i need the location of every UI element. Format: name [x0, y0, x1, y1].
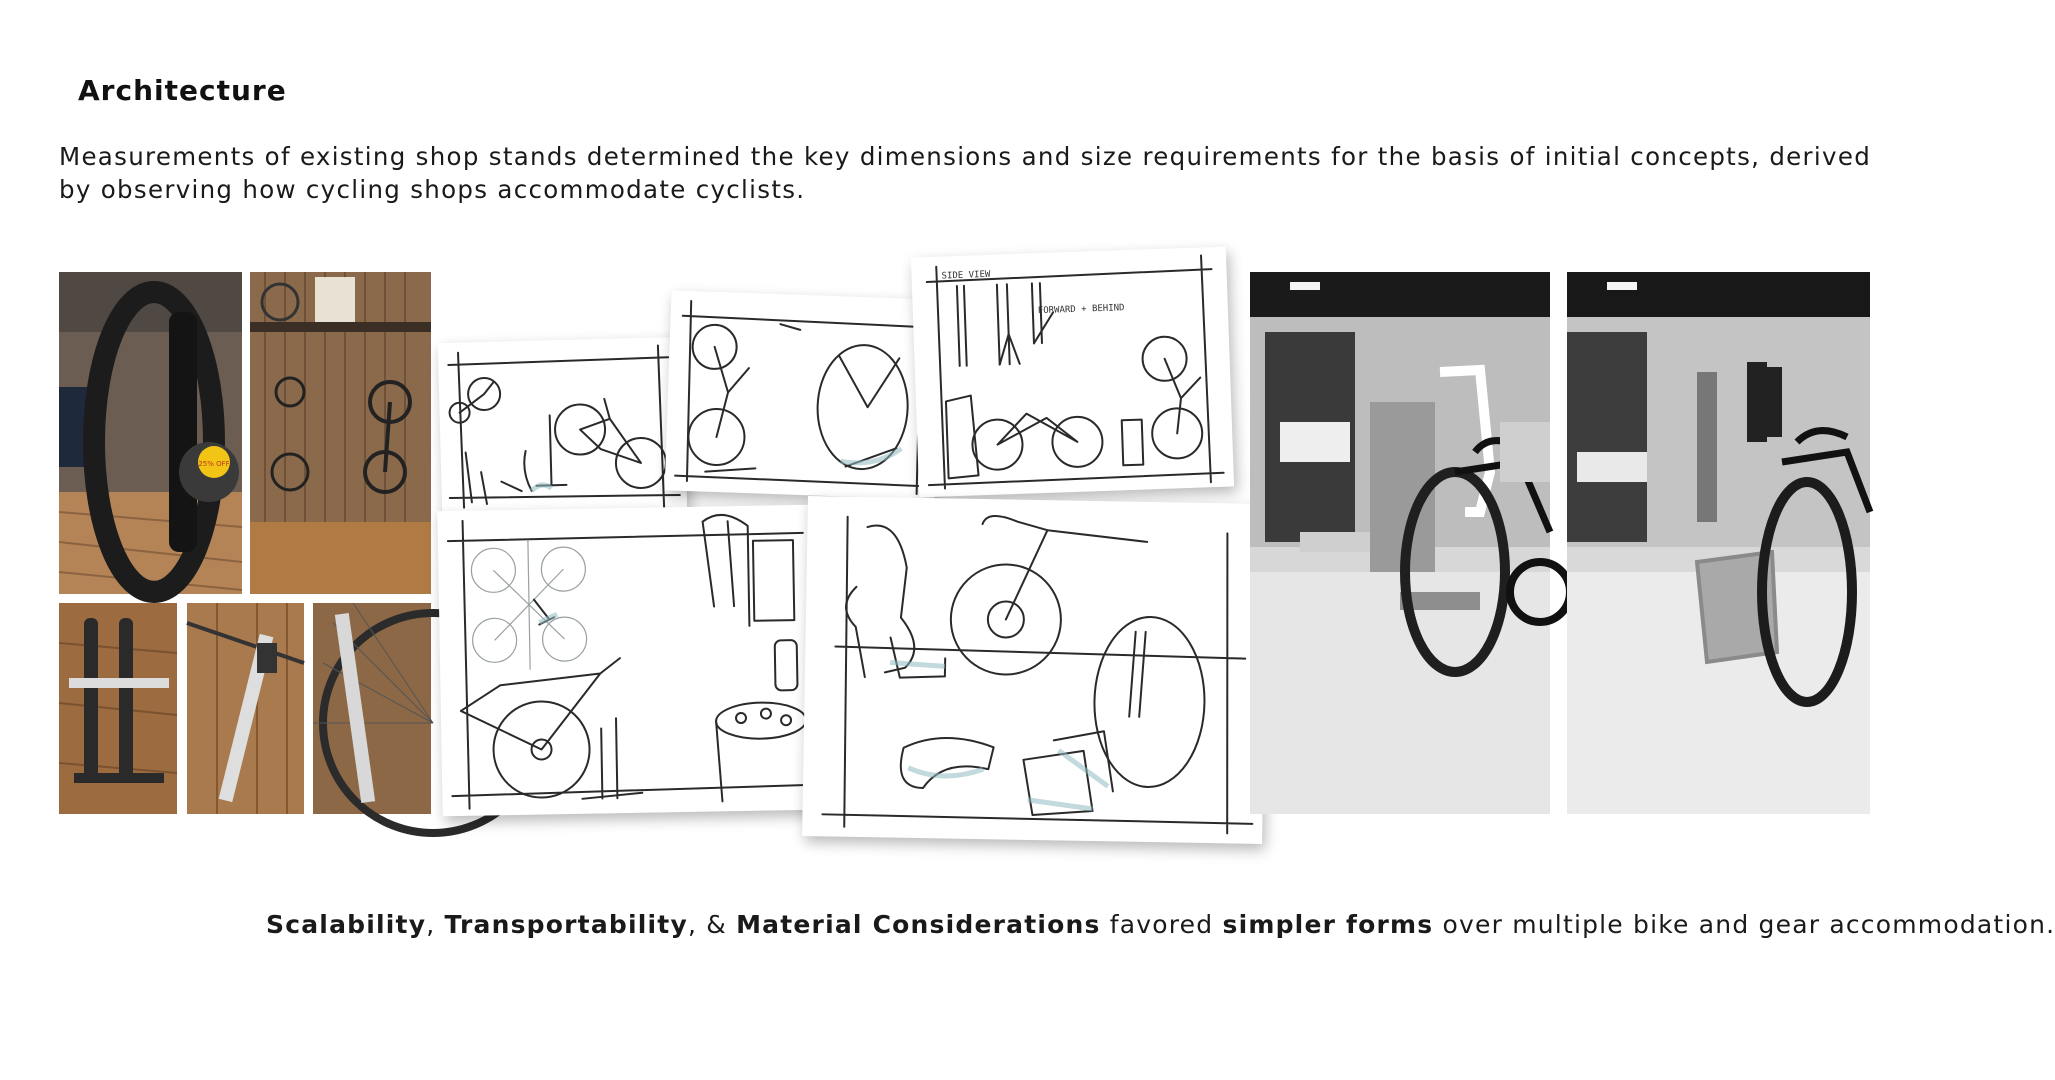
sketch-sheet-d [437, 505, 817, 816]
intro-paragraph: Measurements of existing shop stands determined the key dimensions and size requirements for the basis of initial concepts, derived by observing how cycling shops accommodate cyclists. [59, 142, 1872, 204]
sketch-sheet-b [665, 290, 942, 499]
photo-wheel-measure [313, 603, 431, 814]
caption-text-1: , [426, 910, 445, 939]
photo-stand-measure [59, 603, 177, 814]
sale-badge: 25% OFF [198, 460, 230, 468]
caption-bold-material: Material Considerations [736, 910, 1101, 939]
photo-office-prototype-2 [1567, 272, 1870, 814]
caption-text-3: favored [1100, 910, 1223, 939]
sketch-sheet-a [438, 337, 687, 518]
photo-wall-hangers [250, 272, 431, 594]
caption-bold-transportability: Transportability [444, 910, 688, 939]
photo-tape-measure-floor [187, 603, 304, 814]
svg-text:FORWARD + BEHIND: FORWARD + BEHIND [1037, 303, 1125, 317]
caption-bold-scalability: Scalability [266, 910, 427, 939]
caption-text-2: , & [687, 910, 737, 939]
photo-office-prototype-1 [1250, 272, 1550, 814]
caption-bold-simpler-forms: simpler forms [1222, 910, 1434, 939]
page-title: Architecture [78, 74, 287, 107]
sketch-sheet-e [802, 496, 1268, 844]
svg-text:SIDE VIEW: SIDE VIEW [941, 269, 991, 282]
caption-text-4: over multiple bike and gear accommodation. [1433, 910, 2055, 939]
summary-caption [266, 910, 2055, 939]
photo-shop-tire-rack [59, 272, 242, 594]
sketch-sheet-c [911, 247, 1234, 498]
